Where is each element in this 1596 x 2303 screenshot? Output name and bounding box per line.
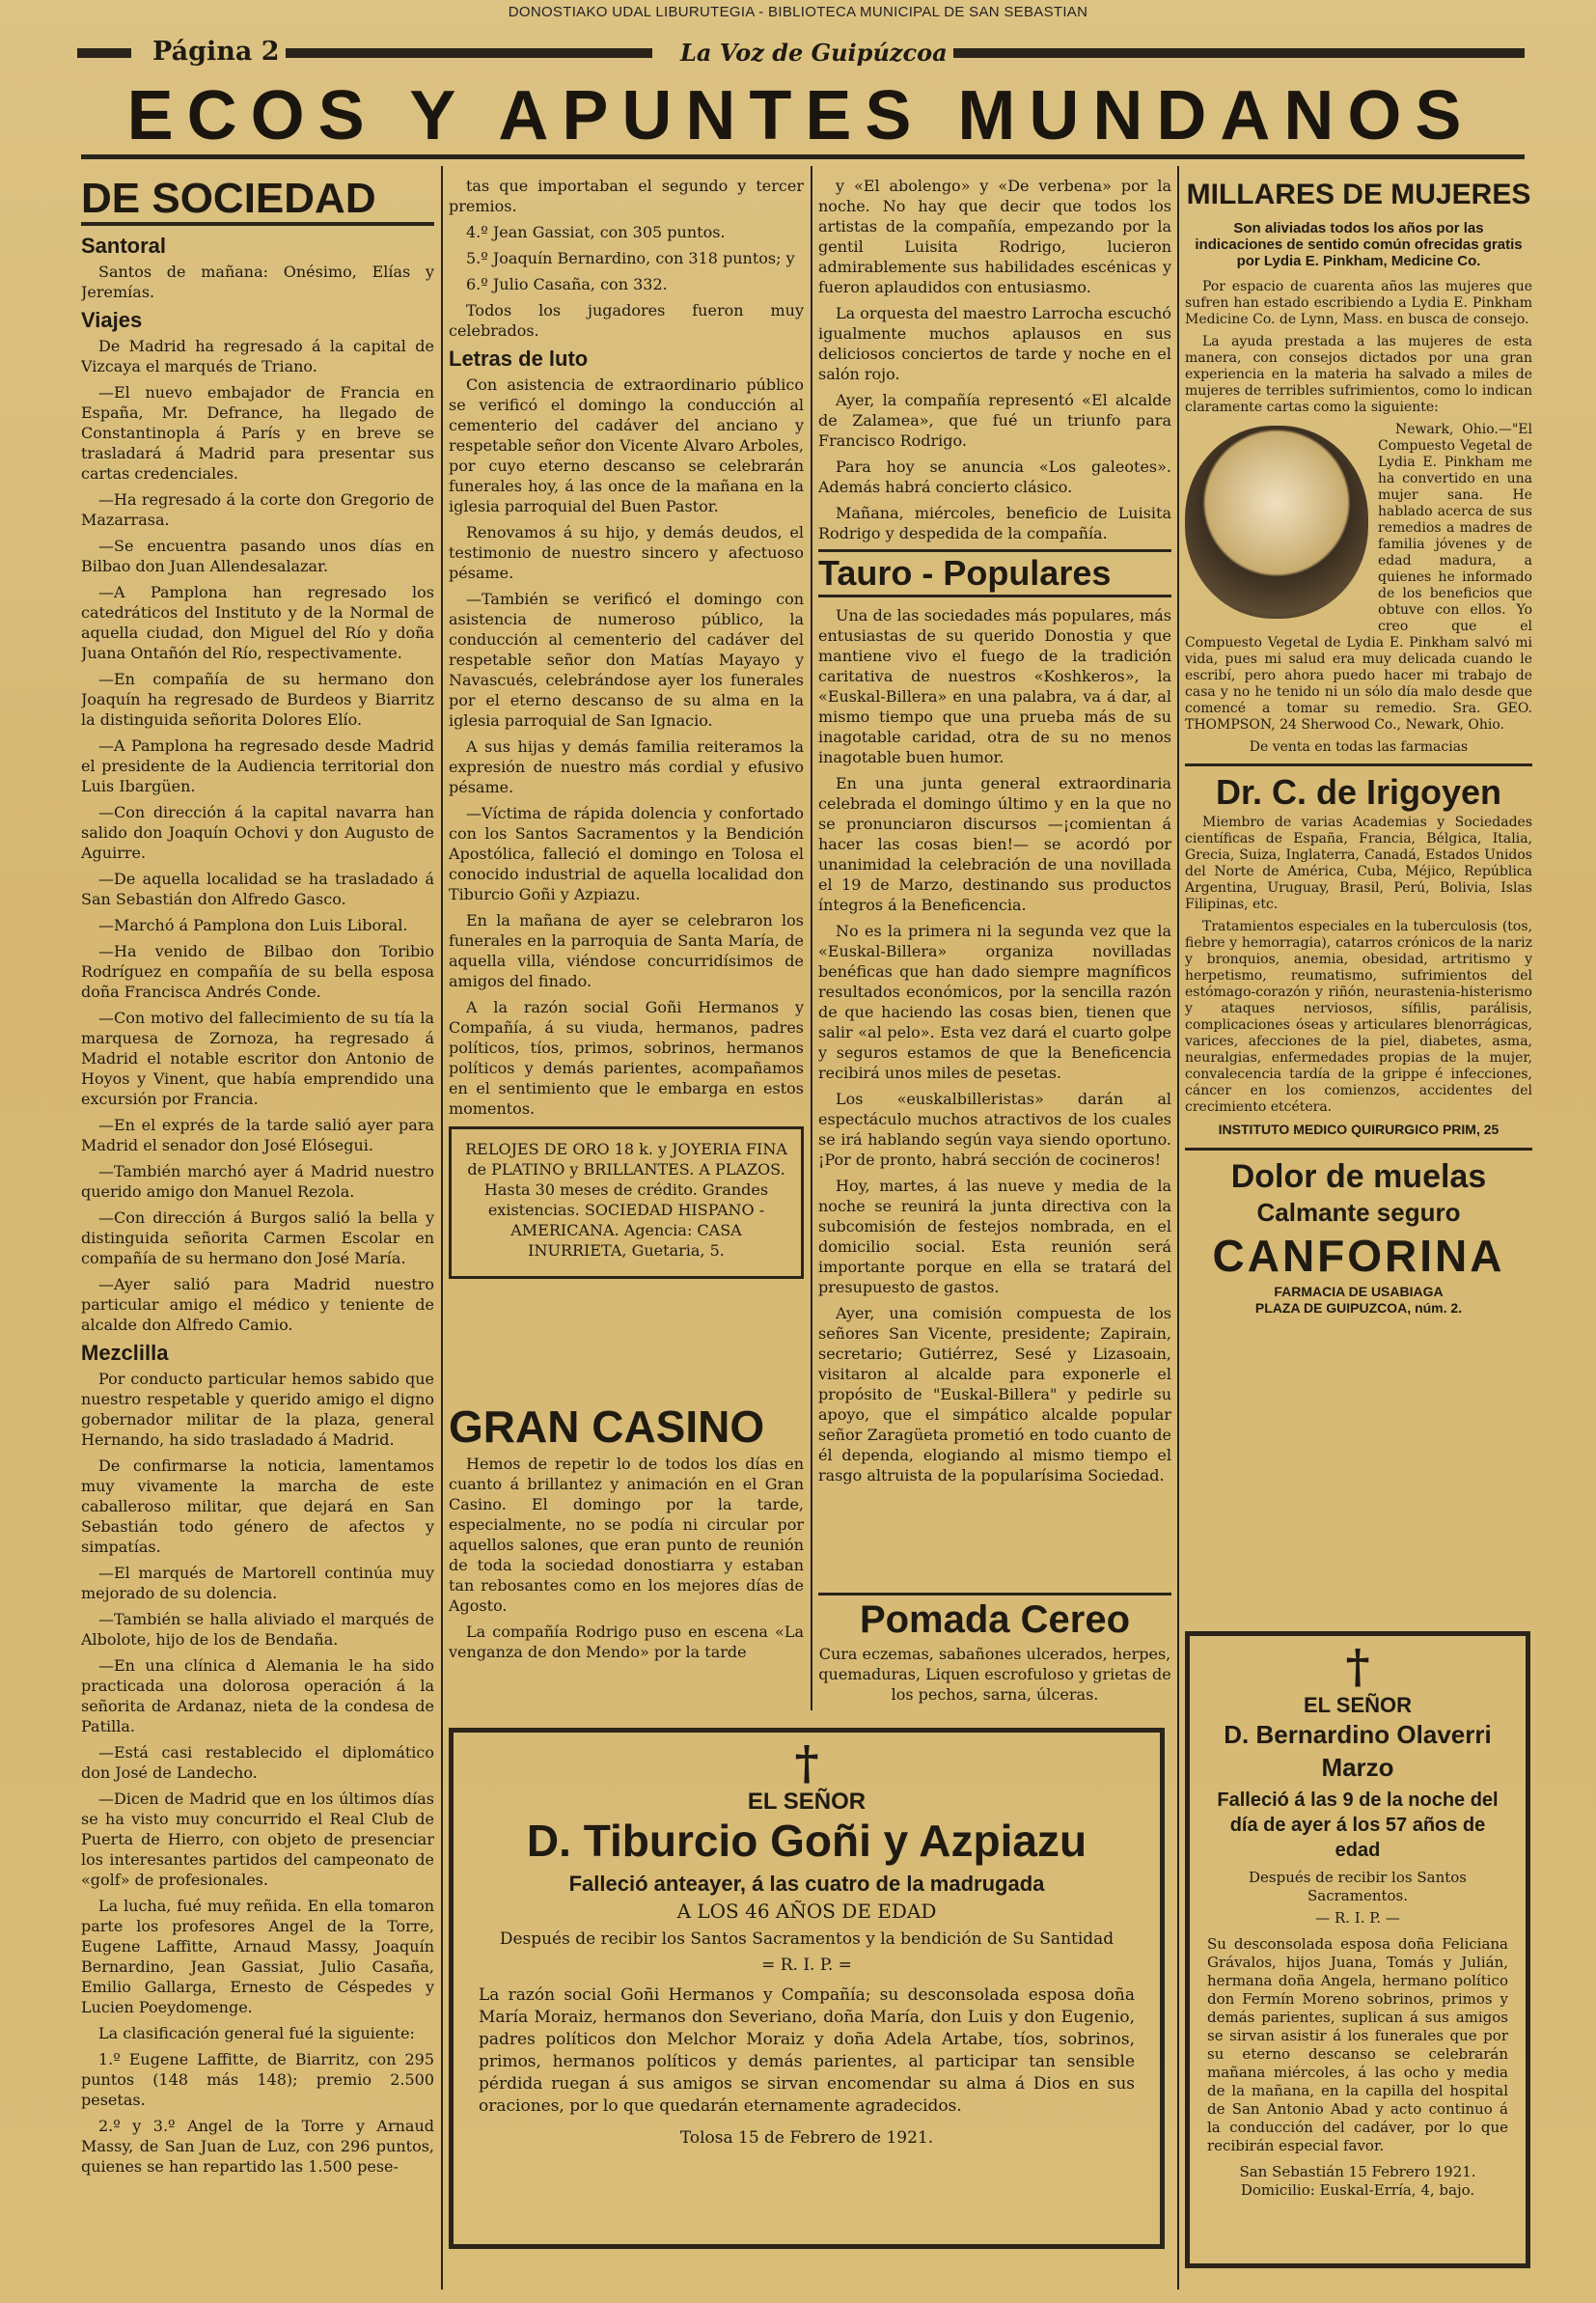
golf-continuation: Todos los jugadores fueron muy celebrados.	[449, 301, 804, 340]
farmacia-address: PLAZA DE GUIPUZCOA, núm. 2.	[1254, 1300, 1463, 1316]
golf-continuation: tas que importaban el segundo y tercer premios.	[449, 177, 804, 215]
gran-casino-block	[449, 1400, 804, 1708]
irigoyen-heading: Dr. C. de Irigoyen	[1215, 772, 1502, 812]
millares-text: La ayuda prestada a las mujeres de esta manera, con consejos dictados por una gran experiencia en la materia ha salvado a miles de mujeres de terribles sufrimientos, como lo indican claramente cartas como la siguiente:	[1185, 334, 1532, 415]
obituary-olaverri	[1185, 1631, 1530, 2268]
luto-item: Renovamos á su hijo, y demás deudos, el testimonio de nuestro sincero y afectuoso pésame.	[449, 523, 804, 582]
column-rule-2	[811, 166, 812, 1710]
column-luto	[449, 176, 804, 1392]
letras-de-luto-heading: Letras de luto	[449, 347, 589, 371]
obituary-el-senor: EL SEÑOR	[1303, 1693, 1413, 1717]
gran-casino-heading: GRAN CASINO	[449, 1401, 765, 1452]
obituary-rip: — R. I. P. —	[1315, 1909, 1400, 1927]
millares-testimonial: Newark, Ohio.—"El Compuesto Vegetal de Lydia E. Pinkham me ha convertido en una mujer sana. He hablado acerca de sus remedios a madres de familia jóvenes y de edad madura, a quienes he informado de los beneficios que obtuve con ellos. Yo creo que el Compuesto Vegetal de Lydia E. Pinkham salvó mi vida, pues mi salud era muy delicada cuando le escribí, pero ahora puedo hacer mi trabajo de casa y no he tenido ni un sólo día malo desde que comencé a tomar su remedio. Sra. GEO. THOMPSON, 24 Sherwood Co., Newark, Ohio.	[1185, 422, 1532, 733]
column-advertisements	[1185, 176, 1532, 1623]
tauro-item: Hoy, martes, á las nueve y media de la noche se reunirá la junta directiva con la subcomisión de festejos nombrada, en el domicilio social. Esta reunión será importante porque en ella se tratará del presupuesto de gastos.	[818, 1177, 1171, 1296]
obituary-fallecio: Falleció anteayer, á las cuatro de la madrugada	[568, 1872, 1045, 1896]
obituary-el-senor: EL SEÑOR	[747, 1789, 867, 1815]
masthead-rule	[81, 154, 1525, 159]
obituary-sacramentos: Después de recibir los Santos Sacramentos.	[1249, 1869, 1467, 1904]
viajes-item: —Se encuentra pasando unos días en Bilbao don Juan Allendesalazar.	[81, 537, 434, 575]
column-rule-1	[441, 166, 443, 2289]
santoral-heading: Santoral	[81, 234, 167, 258]
santoral-text: Santos de mañana: Onésimo, Elías y Jeremías.	[81, 263, 434, 301]
ad-divider	[1185, 1148, 1532, 1151]
column-de-sociedad	[81, 176, 434, 2289]
obituary-fallecio: Falleció á las 9 de la noche del día de ayer á los 57 años de edad	[1217, 1790, 1499, 1861]
mezclilla-item: —También se halla aliviado el marqués de Albolote, hijo de los de Bendaña.	[81, 1610, 434, 1649]
viajes-item: —A Pamplona han regresado los catedráticos del Instituto y de la Normal de aquella ciudad, don Miguel del Río y doña Juana Ontañón del Río, respectivamente.	[81, 583, 434, 662]
mezclilla-item: La clasificación general fué la siguiente:	[98, 2024, 415, 2042]
irigoyen-text: Tratamientos especiales en la tuberculosis (tos, fiebre y hemorragia), catarros crónicos de la nariz y bronquios, anemia, obesidad, artritismo y herpetismo, reumatismo, sufrimientos del estómago-corazón y riñón, neurastenia-histerismo y ataques nerviosos, sífilis, parálisis, complicaciones óseas y articulares blenorrágicas, varices, afecciones de la piel, diabetes, asma, neuralgias, enfermedades propias de la mujer, convalecencia tardía de la grippe é infecciones, cáncer en los comienzos, accidentes del crecimiento etcétera.	[1185, 919, 1532, 1115]
cross-icon: †	[794, 1736, 819, 1790]
millares-heading: MILLARES DE MUJERES	[1186, 179, 1531, 210]
viajes-item: —De aquella localidad se ha trasladado á San Sebastián don Alfredo Gasco.	[81, 870, 434, 908]
mezclilla-heading: Mezclilla	[81, 1341, 169, 1365]
page-number: Página 2	[152, 37, 280, 67]
viajes-item: —También marchó ayer á Madrid nuestro querido amigo don Manuel Rezola.	[81, 1162, 434, 1201]
golf-continuation: 5.º Joaquín Bernardino, con 318 puntos; y	[466, 249, 795, 267]
obituary-goni	[449, 1728, 1165, 2249]
obituary-domicilio: Domicilio: Euskal-Erría, 4, bajo.	[1240, 2181, 1475, 2199]
canforina-brand: CANFORINA	[1212, 1231, 1505, 1281]
dolor-heading: Dolor de muelas	[1230, 1158, 1487, 1195]
casino-continuation: Ayer, la compañía representó «El alcalde de Zalamea», que fué un triunfo para Francisco Rodrigo.	[818, 391, 1171, 450]
gran-casino-text: La compañía Rodrigo puso en escena «La venganza de don Mendo» por la tarde	[449, 1623, 804, 1661]
mezclilla-item: —Dicen de Madrid que en los últimos días se ha visto muy concurrido el Real Club de Puerta de Hierro, con objeto de presenciar los interesantes partidos del campeonato de «golf» de profesionales.	[81, 1790, 434, 1889]
mezclilla-item: —El marqués de Martorell continúa muy mejorado de su dolencia.	[81, 1564, 434, 1602]
millares-footer: De venta en todas las farmacias	[1249, 739, 1469, 755]
tauro-item: Una de las sociedades más populares, más entusiastas de su querido Donostia y que mantiene vivo el fuego de la tradición caritativa de nuestros «Koshkeros», la «Euskal-Billera» en una palabra, va á dar, al mismo tiempo que una prueba más de su inagotable caridad, otra de su no menos inagotable buen humor.	[818, 606, 1171, 766]
luto-item: En la mañana de ayer se celebraron los funerales en la parroquia de Santa María, de aquella villa, viéndose concurridísimos de amigos del finado.	[449, 911, 804, 990]
tauro-item: No es la primera ni la segunda vez que la «Euskal-Billera» organiza novilladas benéficas que han dado siempre magníficos resultados económicos, por la sencilla razón de que haciendo las cosas bien, tienen que salir «al pelo». Esta vez dará el cuarto golpe y seguros estamos de que la Beneficencia recibirá unos miles de pesetas.	[818, 922, 1171, 1082]
relojes-ad-text: RELOJES DE ORO 18 k. y JOYERIA FINA de PLATINO y BRILLANTES. A PLAZOS. Hasta 30 meses de crédito. Grandes existencias. SOCIEDAD HISPANO - AMERICANA. Agencia: CASA INURRIETA, Guetaria, 5.	[465, 1140, 787, 1260]
mezclilla-item: —Está casi restablecido el diplomático don José de Landecho.	[81, 1743, 434, 1782]
tauro-item: En una junta general extraordinaria celebrada el domingo último y en la que no se pronunciaron discursos —¡comientan á hacer las cosas bien!— se acordó por unanimidad la celebración de una novillada el 19 de Marzo, destinando sus productos íntegros á la Beneficencia.	[818, 774, 1171, 914]
mezclilla-item: 1.º Eugene Laffitte, de Biarritz, con 295 puntos (148 más 148); premio 2.500 pesetas.	[81, 2050, 434, 2109]
mezclilla-item: 2.º y 3.º Angel de la Torre y Arnaud Massy, de San Juan de Luz, con 296 puntos, quienes se han repartido las 1.500 pese-	[81, 2117, 434, 2176]
golf-continuation: 4.º Jean Gassiat, con 305 puntos.	[466, 223, 726, 241]
obituary-edad: A LOS 46 AÑOS DE EDAD	[676, 1900, 937, 1923]
viajes-item: —Ha venido de Bilbao don Toribio Rodríguez en compañía de su bella esposa doña Francisca Andrés Conde.	[81, 942, 434, 1001]
viajes-item: —Ha regresado á la corte don Gregorio de Mazarrasa.	[81, 490, 434, 529]
obituary-body: La razón social Goñi Hermanos y Compañía; su desconsolada esposa doña María Moraiz, hermanos don Severiano, doña María, don Luis y don Eugenio, padres políticos don Melchor Moraiz y doña Adela Artabe, tíos, sobrinos, primos, hermanos políticos y demás parientes, al participar tan sensible pérdida ruegan á sus amigos se sirvan encomendar su alma á Dios en sus oraciones, por lo que quedarán eternamente agradecidos.	[479, 1985, 1135, 2116]
irigoyen-address: INSTITUTO MEDICO QUIRURGICO PRIM, 25	[1218, 1122, 1500, 1137]
woman-portrait	[1185, 426, 1368, 619]
luto-item: A sus hijas y demás familia reiteramos la expresión de nuestro más cordial y efusivo pésame.	[449, 737, 804, 796]
tauro-item: Ayer, una comisión compuesta de los señores San Vicente, presidente; Zapirain, secretario; Gutiérrez, Sesé y Lizasoain, visitaron al alcalde para exponerle el propósito de "Euskal-Billera" y pedirle su apoyo, que el simpático alcalde popular señor Zaragüeta prometió en todo cuanto de él dependa, elogiando al mismo tiempo el rasgo altruista de la popularísima Sociedad.	[818, 1304, 1171, 1484]
viajes-item: —El nuevo embajador de Francia en España, Mr. Defrance, ha llegado de Constantinopla á París y en breve se trasladará á Madrid para presentar sus cartas credenciales.	[81, 383, 434, 483]
obituary-date: Tolosa 15 de Febrero de 1921.	[679, 2128, 934, 2148]
cross-icon: †	[1345, 1640, 1370, 1694]
column-tauro	[818, 176, 1171, 1585]
mezclilla-item: De confirmarse la noticia, lamentamos muy vivamente la marcha de este caballeroso militar, que dejará en San Sebastián todo género de afectos y simpatías.	[81, 1457, 434, 1556]
viajes-item: —Con motivo del fallecimiento de su tía la marquesa de Zornoza, ha regresado á Madrid el notable escritor don Antonio de Hoyos y Vinent, que había emprendido una excursión por Francia.	[81, 1009, 434, 1108]
pomada-cereo-text: Cura eczemas, sabañones ulcerados, herpes, quemaduras, Liquen escrofuloso y grietas de los pechos, sarna, úlceras.	[818, 1645, 1171, 1704]
header-rule-right	[953, 48, 1525, 58]
section-masthead: ECOS Y APUNTES MUNDANOS	[126, 77, 1475, 154]
obituary-body: Su desconsolada esposa doña Feliciana Grávalos, hijos Juana, Tomás y Julián, hermana doña Angela, hermano político don Fermín Moreno sobrinos, primos y demás parientes, suplican á sus amigos se sirvan asistir á los funerales que por su eterno descanso se celebrarán mañana miércoles, á las ocho y media de la mañana, en la capilla del hospital de San Antonio Abad y acto continuo á la conducción del cadáver, por lo que recibirán especial favor.	[1207, 1935, 1508, 2154]
viajes-item: —Con dirección á Burgos salió la bella y distinguida señorita Carmen Escolar en compañía de su hermano don José María.	[81, 1208, 434, 1267]
tauro-populares-heading: Tauro - Populares	[818, 549, 1171, 597]
obituary-rip: = R. I. P. =	[761, 1956, 852, 1975]
luto-item: A la razón social Goñi Hermanos y Compañía, á su viuda, hermanos, padres políticos, tíos, primos, sobrinos, hermanos políticos y demás parientes, acompañamos en el sentimiento que le embarga en estos momentos.	[449, 998, 804, 1118]
mezclilla-item: La lucha, fué muy reñida. En ella tomaron parte los profesores Angel de la Torre, Eugene Laffitte, Arnaud Massy, Joaquín Bernardino, Jean Gassiat, Julio Casaña, Emilio Gallarga, Ernesto de Céspedes y Lucien Poeydomenge.	[81, 1897, 434, 2016]
viajes-item: —En compañía de su hermano don Joaquín ha regresado de Burdeos y Biarritz la distinguida señorita Dolores Elío.	[81, 670, 434, 729]
page-header	[77, 37, 1525, 71]
mezclilla-item: —En una clínica d Alemania le ha sido practicada una dolorosa operación á la señorita de Ardanaz, nieta de la condesa de Patilla.	[81, 1656, 434, 1735]
obituary-date: San Sebastián 15 Febrero 1921.	[1239, 2163, 1476, 2180]
gran-casino-text: Hemos de repetir lo de todos los días en cuanto á brillantez y animación en el Gran Casino. El domingo por la tarde, especialmente, no se podía ni circular por aquellos salones, que eran punto de reunión de toda la sociedad donostiarra y estaban tan rebosantes como en los mejores días de Agosto.	[449, 1455, 804, 1615]
viajes-heading: Viajes	[81, 308, 143, 332]
viajes-item: —A Pamplona ha regresado desde Madrid el presidente de la Audiencia territorial don Luis Ibargüen.	[81, 736, 434, 795]
luto-item: —También se verificó el domingo con asistencia de numeroso público, la conducción al cementerio del cadáver del respetable señor don Matías Mayayo y Navascués, celebrándose ayer los funerales por el eterno descanso de su alma en la iglesia parroquial de San Ignacio.	[449, 590, 804, 730]
de-sociedad-heading: DE SOCIEDAD	[81, 176, 434, 226]
header-rule-middle	[286, 48, 652, 58]
obituary-name: D. Tiburcio Goñi y Azpiazu	[526, 1816, 1087, 1866]
tauro-item: Los «euskalbilleristas» darán al espectáculo muchos atractivos de los cuales se irá hablando según vaya siendo oportuno. ¡Por de pronto, habrá sección de cocineros!	[818, 1090, 1171, 1169]
archive-header: DONOSTIAKO UDAL LIBURUTEGIA - BIBLIOTECA MUNICIPAL DE SAN SEBASTIAN	[508, 4, 1088, 20]
farmacia-name: FARMACIA DE USABIAGA	[1274, 1284, 1444, 1299]
dolor-subheading: Calmante seguro	[1256, 1198, 1461, 1227]
luto-item: Con asistencia de extraordinario público se verificó el domingo la conducción al cementerio del cadáver del anciano y respetable señor don Vicente Alvaro Arboles, por cuyo eterno descanso se celebrarán funerales hoy, á las once de la mañana en la iglesia parroquial del Buen Pastor.	[449, 375, 804, 515]
millares-text: Por espacio de cuarenta años las mujeres que sufren han estado escribiendo a Lydia E. Pinkham Medicine Co. de Lynn, Mass. en busca de consejo.	[1185, 279, 1532, 327]
obituary-name: D. Bernardino Olaverri Marzo	[1224, 1720, 1492, 1782]
header-rule-left	[77, 48, 131, 58]
viajes-item: —Con dirección á la capital navarra han salido don Joaquín Ochovi y don Augusto de Aguirre.	[81, 803, 434, 862]
millares-subheading: Son aliviadas todos los años por las indicaciones de sentido común ofrecidas gratis por Lydia E. Pinkham, Medicine Co.	[1195, 220, 1523, 269]
mezclilla-item: Por conducto particular hemos sabido que nuestro respetable y querido amigo el digno gobernador militar de la plaza, general Hernando, ha sido trasladado á Madrid.	[81, 1370, 434, 1449]
newspaper-name: La Voz de Guipúzcoa	[680, 39, 948, 67]
column-rule-3	[1177, 166, 1179, 2289]
casino-continuation: Para hoy se anuncia «Los galeotes». Además habrá concierto clásico.	[818, 458, 1171, 496]
pomada-cereo-heading: Pomada Cereo	[859, 1598, 1131, 1641]
viajes-item: —Ayer salió para Madrid nuestro particular amigo el médico y teniente de alcalde don Alfredo Camio.	[81, 1275, 434, 1334]
obituary-sacramentos: Después de recibir los Santos Sacramentos y la bendición de Su Santidad	[499, 1929, 1114, 1949]
irigoyen-text: Miembro de varias Academias y Sociedades científicas de España, Francia, Bélgica, Italia, Grecia, Suiza, Inglaterra, Canadá, Estados Unidos del Norte de América, Cuba, Méjico, República Argentina, Uruguay, Brasil, Perú, Bolivia, Islas Filipinas, etc.	[1185, 815, 1532, 912]
relojes-advertisement	[449, 1126, 804, 1279]
casino-continuation: Mañana, miércoles, beneficio de Luisita Rodrigo y despedida de la compañía.	[818, 504, 1171, 542]
viajes-item: De Madrid ha regresado á la capital de Vizcaya el marqués de Triano.	[81, 337, 434, 375]
golf-continuation: 6.º Julio Casaña, con 332.	[466, 275, 668, 293]
pomada-cereo-ad	[818, 1593, 1171, 1711]
viajes-item: —En el exprés de la tarde salió ayer para Madrid el senador don José Elósegui.	[81, 1116, 434, 1154]
casino-continuation: La orquesta del maestro Larrocha escuchó igualmente muchos aplausos en sus deliciosos conciertos de tarde y noche en el salón rojo.	[818, 304, 1171, 383]
ad-divider	[1185, 763, 1532, 766]
viajes-item: —Marchó á Pamplona don Luis Liboral.	[98, 916, 408, 934]
luto-item: —Víctima de rápida dolencia y confortado con los Santos Sacramentos y la Bendición Apostólica, falleció el domingo en Tolosa el conocido industrial de aquella localidad don Tiburcio Goñi y Azpiazu.	[449, 804, 804, 903]
casino-continuation: y «El abolengo» y «De verbena» por la noche. No hay que decir que todos los artistas de la compañía, empezando por la gentil Luisita Rodrigo, lucieron admirablemente sus habilidades escénicas y fueron aplaudidos con entusiasmo.	[818, 177, 1171, 296]
